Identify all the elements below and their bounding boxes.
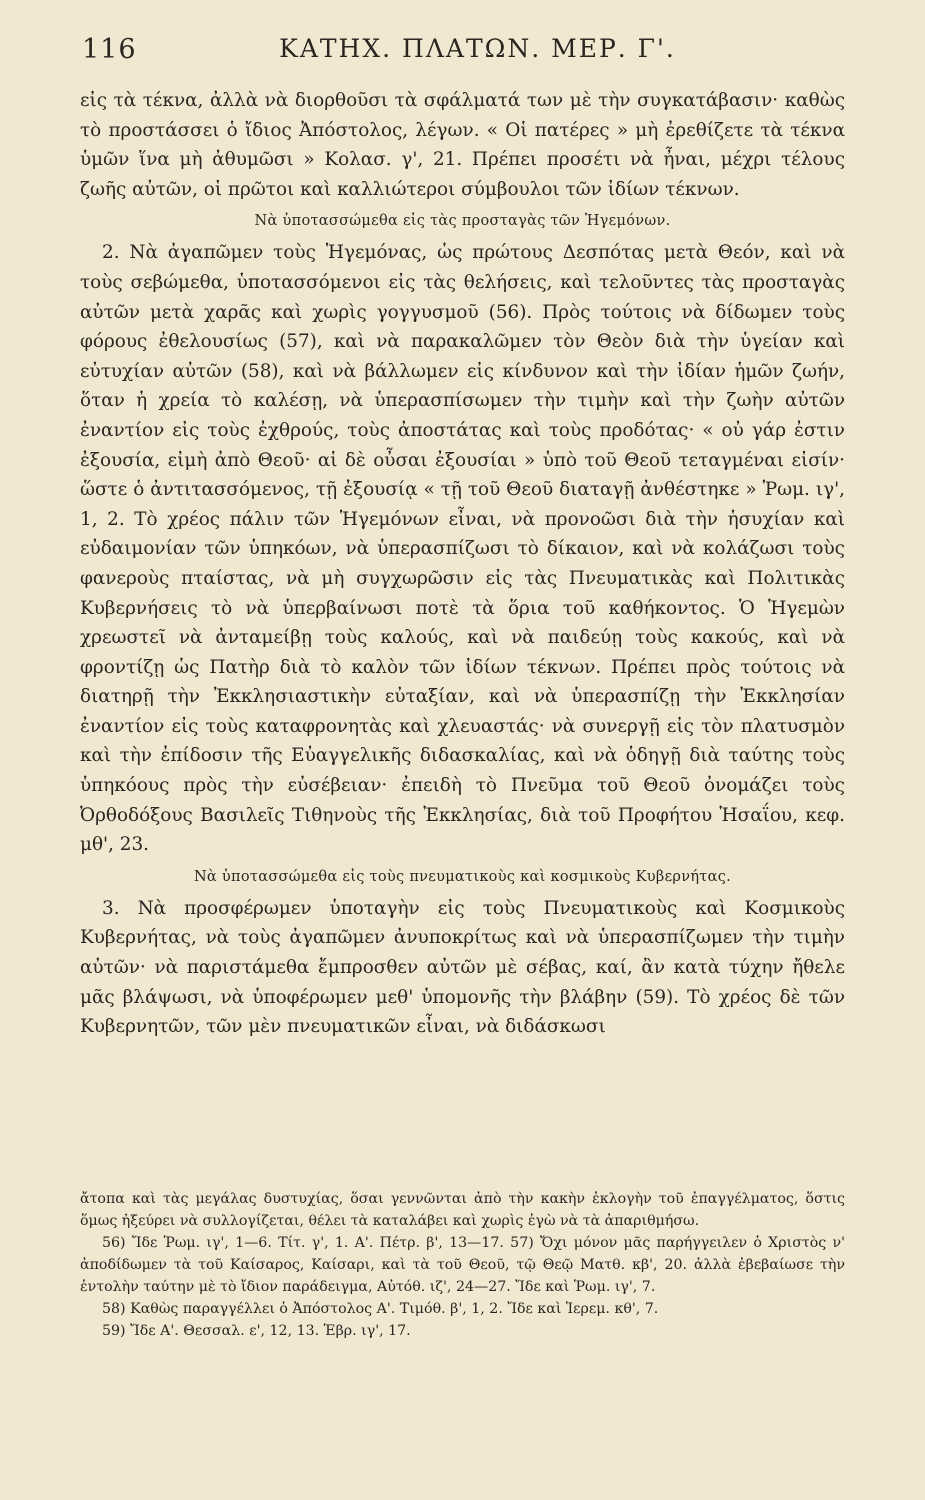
footnotes — [80, 1188, 845, 1342]
running-title: ΚΑΤΗΧ. ΠΛΑΤΩΝ. ΜΕΡ. Γ'. — [279, 34, 676, 63]
page-number: 116 — [82, 34, 137, 65]
footnote-continuation: ἄτοπα καὶ τὰς μεγάλας δυστυχίας, ὅσαι γεννῶνται ἀπὸ τὴν κακὴν ἐκλογὴν τοῦ ἐπαγγέλματος, ὅστις ὅμως ἠξεύρει νὰ συλλογίζεται, θέλει τὰ καταλάβει καὶ χωρὶς ἐγὼ νὰ τὰ ἀπαριθμήσω. — [80, 1191, 845, 1229]
section-heading-governors: Νὰ ὑποτασσώμεθα εἰς τοὺς πνευματικοὺς καὶ κοσμικοὺς Κυβερνήτας. — [193, 868, 732, 885]
paragraph-3: 3. Νὰ προσφέρωμεν ὑποταγὴν εἰς τοὺς Πνευματικοὺς καὶ Κοσμικοὺς Κυβερνήτας, νὰ τοὺς ἀγαπῶμεν ἀνυποκρίτως καὶ νὰ ὑπερασπίζωμεν τὴν τιμὴν αὐτῶν· νὰ παριστάμεθα ἔμπροσθεν αὐτῶν μὲ σέβας, καί, ἂν κατὰ τύχην ἤθελε μᾶς βλάψωσι, νὰ ὑποφέρωμεν μεθ' ὑπομονῆς τὴν βλάβην (59). Τὸ χρέος δὲ τῶν Κυβερνητῶν, τῶν μὲν πνευματικῶν εἶναι, νὰ διδάσκωσι — [80, 897, 845, 1038]
main-text — [80, 86, 845, 1042]
paragraph-2: 2. Νὰ ἀγαπῶμεν τοὺς Ἡγεμόνας, ὡς πρώτους Δεσπότας μετὰ Θεόν, καὶ νὰ τοὺς σεβώμεθα, ὑποτασσόμενοι εἰς τὰς θελήσεις, καὶ τελοῦντες τὰς προσταγὰς αὐτῶν μετὰ χαρᾶς καὶ χωρὶς γογγυσμοῦ (56). Πρὸς τούτοις νὰ δίδωμεν τοὺς φόρους ἐθελουσίως (57), καὶ νὰ παρακαλῶμεν τὸν Θεὸν διὰ τὴν ὑγείαν καὶ εὐτυχίαν αὐτῶν (58), καὶ νὰ βάλλωμεν εἰς κίνδυνον καὶ τὴν ἰδίαν ἡμῶν ζωήν, ὅταν ἡ χρεία τὸ καλέσῃ, νὰ ὑπερασπίσωμεν τὴν τιμὴν καὶ τὴν ζωὴν αὐτῶν ἐναντίον εἰς τοὺς ἐχθρούς, τοὺς ἀποστάτας καὶ τοὺς προδότας· « οὐ γάρ ἐστιν ἐξουσία, εἰμὴ ἀπὸ Θεοῦ· αἱ δὲ οὖσαι ἐξουσίαι » ὑπὸ τοῦ Θεοῦ τεταγμέναι εἰσίν· ὥστε ὁ ἀντιτασσόμενος, τῇ ἐξουσίᾳ « τῇ τοῦ Θεοῦ διαταγῇ ἀνθέστηκε » Ῥωμ. ιγ', 1, 2. Τὸ χρέος πάλιν τῶν Ἡγεμόνων εἶναι, νὰ προνοῶσι διὰ τὴν ἡσυχίαν καὶ εὐδαιμονίαν τῶν ὑπηκόων, νὰ ὑπερασπίζωσι τὸ δίκαιον, καὶ νὰ κολάζωσι τοὺς φανεροὺς πταίστας, νὰ μὴ συγχωρῶσιν εἰς τὰς Πνευματικὰς καὶ Πολιτικὰς Κυβερνήσεις τὸ νὰ ὑπερβαίνωσι ποτὲ τὰ ὅρια τοῦ καθήκοντος. Ὁ Ἡγεμὼν χρεωστεῖ νὰ ἀνταμείβῃ τοὺς καλούς, καὶ νὰ παιδεύῃ τοὺς κακούς, καὶ νὰ φροντίζῃ ὡς Πατὴρ διὰ τὸ καλὸν τῶν ἰδίων τέκνων. Πρέπει πρὸς τούτοις νὰ διατηρῇ τὴν Ἐκκλησιαστικὴν εὐταξίαν, καὶ νὰ ὑπερασπίζῃ τὴν Ἐκκλησίαν ἐναντίον εἰς τοὺς καταφρονητὰς καὶ χλευαστάς· νὰ συνεργῇ εἰς τὸν πλατυσμὸν καὶ τὴν ἐπίδοσιν τῆς Εὐαγγελικῆς διδασκαλίας, καὶ νὰ ὁδηγῇ διὰ ταύτης τοὺς ὑπηκόους πρὸς τὴν εὐσέβειαν· ἐπειδὴ τὸ Πνεῦμα τοῦ Θεοῦ ὀνομάζει τοὺς Ὀρθοδόξους Βασιλεῖς Τιθηνοὺς τῆς Ἐκκλησίας, διὰ τοῦ Προφήτου Ἡσαΐου, κεφ. μθ', 23. — [80, 242, 845, 856]
intro-paragraph: εἰς τὰ τέκνα, ἀλλὰ νὰ διορθοῦσι τὰ σφάλματά των μὲ τὴν συγκατάβασιν· καθὼς τὸ προστάσσει ὁ ἴδιος Ἀπόστολος, λέγων. « Οἱ πατέρες » μὴ ἐρεθίζετε τὰ τέκνα ὑμῶν ἵνα μὴ ἀθυμῶσι » Κολασ. γ', 21. Πρέπει προσέτι νὰ ἦναι, μέχρι τέλους ζωῆς αὐτῶν, οἱ πρῶτοι καὶ καλλιώτεροι σύμβουλοι τῶν ἰδίων τέκνων. — [80, 90, 845, 200]
footnote-56-57: 56) Ἴδε Ῥωμ. ιγ', 1—6. Τίτ. γ', 1. Α'. Πέτρ. β', 13—17. 57) Ὄχι μόνον μᾶς παρήγγειλεν ὁ Χριστὸς ν' ἀποδίδωμεν τὰ τοῦ Καίσαρος, Καίσαρι, καὶ τὰ τοῦ Θεοῦ, τῷ Θεῷ Ματθ. κβ', 20. ἀλλὰ ἐβεβαίωσε τὴν ἐντολὴν ταύτην μὲ τὸ ἴδιον παράδειγμα, Αὐτόθ. ιζ', 24—27. Ἴδε καὶ Ῥωμ. ιγ', 7. — [80, 1235, 845, 1295]
footnote-59: 59) Ἴδε Α'. Θεσσαλ. ε', 12, 13. Ἑβρ. ιγ', 17. — [102, 1323, 411, 1339]
page-header — [80, 30, 845, 72]
section-heading-rulers: Νὰ ὑποτασσώμεθα εἰς τὰς προσταγὰς τῶν Ἡγεμόνων. — [254, 213, 671, 230]
footnote-58: 58) Καθὼς παραγγέλλει ὁ Ἀπόστολος Α'. Τιμόθ. β', 1, 2. Ἴδε καὶ Ἱερεμ. κθ', 7. — [102, 1301, 659, 1317]
